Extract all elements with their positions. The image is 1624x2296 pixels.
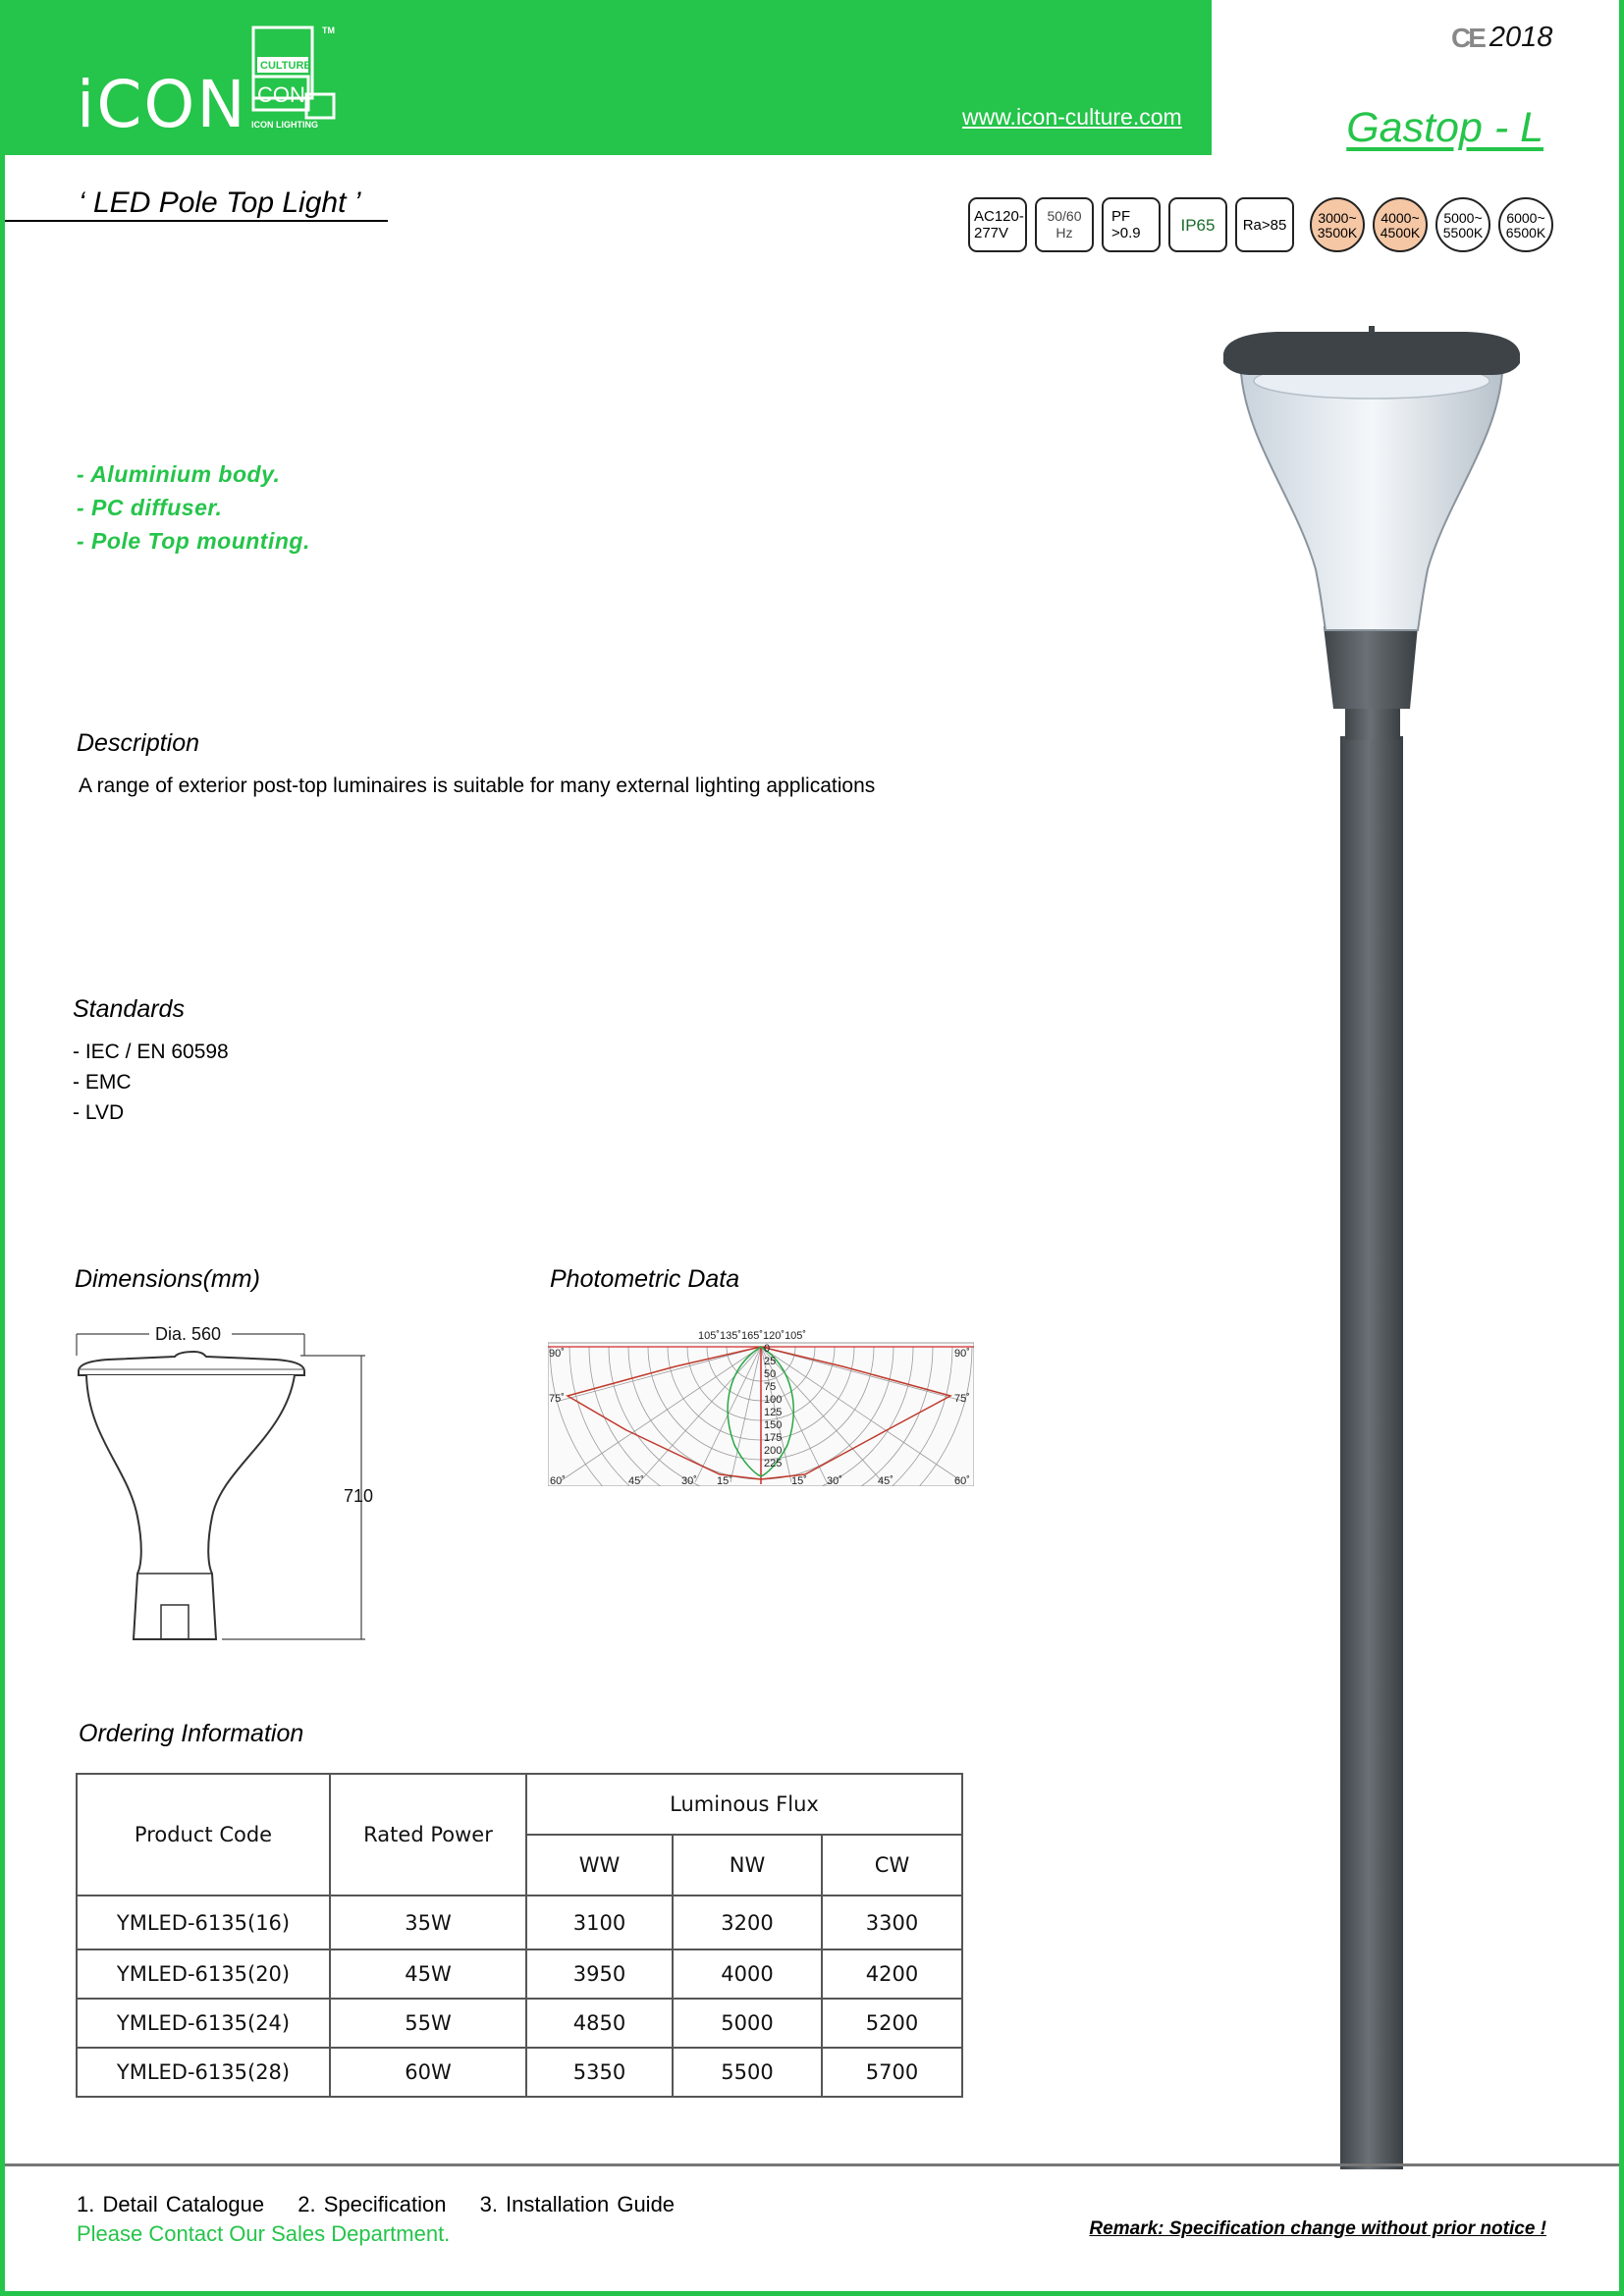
description-text: A range of exterior post-top luminaires is suitable for many external lighting applications <box>79 774 876 797</box>
table-row <box>77 1999 962 2048</box>
radial-scale-label: 225 <box>764 1458 783 1469</box>
logo-tm-text: TM <box>322 26 335 35</box>
radial-scale-label: 50 <box>764 1368 777 1380</box>
cell-cw: 3300 <box>822 1896 962 1949</box>
cct-3000-badge: 3000~ 3500K <box>1310 197 1365 252</box>
installation-guide-link[interactable]: 3. Installation Guide <box>479 2192 676 2216</box>
standard-item: - IEC / EN 60598 <box>73 1041 229 1063</box>
photometric-title: Photometric Data <box>550 1265 740 1293</box>
feature-item: - PC diffuser. <box>77 495 223 520</box>
cell-cw: 5200 <box>822 1999 962 2048</box>
ordering-title: Ordering Information <box>79 1720 304 1747</box>
specification-link[interactable]: 2. Specification <box>298 2192 447 2216</box>
cell-product-code: YMLED-6135(20) <box>77 1949 330 1999</box>
product-type: ‘ LED Pole Top Light ’ <box>79 187 361 219</box>
angle-label: 75˚ <box>549 1393 565 1405</box>
angle-label: 45˚ <box>628 1475 644 1486</box>
angle-label: 30˚ <box>681 1475 697 1486</box>
contact-sales-text: Please Contact Our Sales Department. <box>77 2221 451 2246</box>
model-name: Gastop - L <box>1346 104 1543 151</box>
pole-top-light-image <box>1218 324 1532 2169</box>
footer-divider <box>5 2163 1619 2166</box>
cell-cw: 5700 <box>822 2048 962 2097</box>
angle-label: 15˚ <box>717 1475 732 1486</box>
header-cw: CW <box>822 1835 962 1896</box>
header-product-code: Product Code <box>77 1774 330 1896</box>
cell-nw: 4000 <box>673 1949 822 1999</box>
table-row <box>77 2048 962 2097</box>
cell-product-code: YMLED-6135(24) <box>77 1999 330 2048</box>
header-rated-power: Rated Power <box>330 1774 526 1896</box>
cri-badge: Ra>85 <box>1235 197 1294 252</box>
standard-item: - LVD <box>73 1101 125 1124</box>
description-title: Description <box>77 729 200 757</box>
standard-item: - EMC <box>73 1071 132 1094</box>
cell-ww: 5350 <box>526 2048 673 2097</box>
angle-label: 15˚ <box>791 1475 807 1486</box>
catalogue-year: 2018 <box>1489 22 1553 53</box>
cell-nw: 5000 <box>673 1999 822 2048</box>
power-factor-badge: PF >0.9 <box>1102 197 1161 252</box>
photometric-chart <box>548 1327 974 1486</box>
cell-nw: 3200 <box>673 1896 822 1949</box>
cell-product-code: YMLED-6135(28) <box>77 2048 330 2097</box>
frequency-badge: 50/60 Hz <box>1035 197 1094 252</box>
cct-5000-badge: 5000~ 5500K <box>1435 197 1490 252</box>
spec-badges <box>968 197 1553 252</box>
detail-catalogue-link[interactable]: 1. Detail Catalogue <box>77 2192 265 2216</box>
angle-label: 30˚ <box>827 1475 842 1486</box>
dimension-drawing <box>69 1320 393 1654</box>
radial-scale-label: 200 <box>764 1445 783 1457</box>
footer-links <box>77 2192 700 2217</box>
ce-year <box>1451 22 1552 54</box>
radial-scale-label: 100 <box>764 1394 783 1406</box>
standards-list <box>73 1037 229 1128</box>
cell-rated-power: 35W <box>330 1896 526 1949</box>
radial-scale-label: 125 <box>764 1407 783 1418</box>
feature-item: - Aluminium body. <box>77 461 281 487</box>
logo-culture-text: CULTURE <box>260 60 311 72</box>
cell-rated-power: 45W <box>330 1949 526 1999</box>
brand-logo-text: iCON <box>77 67 247 142</box>
cell-rated-power: 60W <box>330 2048 526 2097</box>
radial-scale-label: 150 <box>764 1419 783 1431</box>
diameter-label: Dia. 560 <box>155 1324 222 1344</box>
photometric-top-angles: 105˚135˚165˚120˚105˚ <box>698 1330 807 1342</box>
standards-title: Standards <box>73 995 185 1023</box>
angle-label: 60˚ <box>550 1475 566 1486</box>
angle-label: 90˚ <box>549 1348 565 1360</box>
cell-ww: 3950 <box>526 1949 673 1999</box>
cct-4000-badge: 4000~ 4500K <box>1373 197 1428 252</box>
brand-logo-mark <box>247 24 357 133</box>
table-row <box>77 1949 962 1999</box>
angle-label: 60˚ <box>954 1475 970 1486</box>
cell-cw: 4200 <box>822 1949 962 1999</box>
specification-remark: Remark: Specification change without prior notice ! <box>1089 2218 1546 2239</box>
logo-con-text: CON <box>257 82 305 107</box>
cell-product-code: YMLED-6135(16) <box>77 1896 330 1949</box>
table-row <box>77 1896 962 1949</box>
cell-rated-power: 55W <box>330 1999 526 2048</box>
website-link[interactable]: www.icon-culture.com <box>962 104 1182 130</box>
radial-scale-label: 75 <box>764 1381 777 1393</box>
header-nw: NW <box>673 1835 822 1896</box>
angle-label: 75˚ <box>954 1393 970 1405</box>
ce-mark-icon: CE <box>1451 22 1484 53</box>
header-band <box>0 0 1212 155</box>
dimensions-title: Dimensions(mm) <box>75 1265 260 1293</box>
logo-subtitle-text: ICON LIGHTING <box>251 120 318 130</box>
angle-label: 90˚ <box>954 1348 970 1360</box>
cell-ww: 4850 <box>526 1999 673 2048</box>
cell-nw: 5500 <box>673 2048 822 2097</box>
cct-6000-badge: 6000~ 6500K <box>1498 197 1553 252</box>
header-ww: WW <box>526 1835 673 1896</box>
header-luminous-flux: Luminous Flux <box>526 1774 962 1835</box>
radial-scale-label: 175 <box>764 1432 783 1444</box>
angle-label: 45˚ <box>878 1475 893 1486</box>
voltage-badge: AC120- 277V <box>968 197 1027 252</box>
radial-scale-label: 0 <box>764 1343 771 1355</box>
height-label: 710 <box>344 1486 374 1506</box>
feature-item: - Pole Top mounting. <box>77 528 310 554</box>
product-type-underline <box>5 220 388 222</box>
radial-scale-label: 25 <box>764 1356 777 1367</box>
cell-ww: 3100 <box>526 1896 673 1949</box>
ip-rating-badge: IP65 <box>1168 197 1227 252</box>
ordering-table <box>76 1773 963 2098</box>
feature-list <box>77 457 310 558</box>
